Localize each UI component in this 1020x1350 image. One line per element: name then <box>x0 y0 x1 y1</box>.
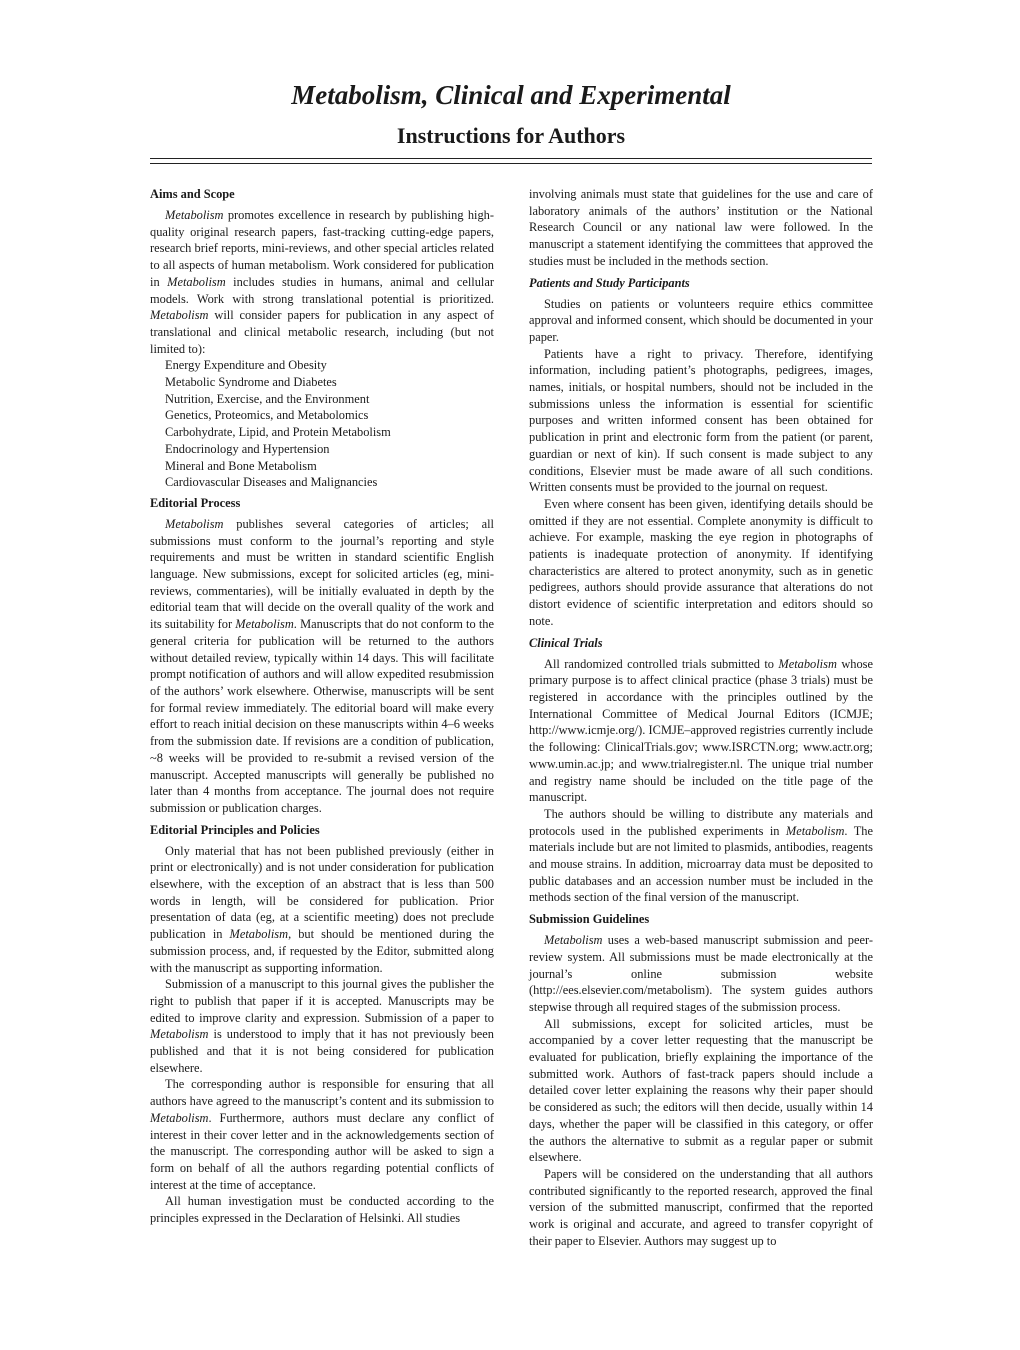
principles-paragraph-4-continued: involving animals must state that guidelines for the use and care of laboratory animals of the authors’ institution or the National Research Council or any national law were followed. In the manuscript a statement identifying the committees that approved the studies must be included in the methods section. <box>529 187 873 268</box>
submission-paragraph-1: Metabolism uses a web-based manuscript submission and peer-review system. All submissions must be made electronically at the journal’s online submission website (http://ees.elsevier.com/metabolism). The system guides authors stepwise through all required stages of the submission process. <box>529 933 873 1014</box>
list-item: Genetics, Proteomics, and Metabolomics <box>165 408 369 423</box>
submission-paragraph-3: Papers will be considered on the understanding that all authors contributed significantly to the reported research, approved the final version of the submitted manuscript, confirmed that the reported work is original and accurate, and agreed to transfer copyright of their paper to Elsevier. Authors may suggest up to <box>529 1166 873 1248</box>
patients-paragraph-1: Studies on patients or volunteers require ethics committee approval and informed consent, which should be documented in your paper. <box>529 296 873 344</box>
topics-list <box>150 357 494 491</box>
journal-title: Metabolism, Clinical and Experimental <box>291 80 731 110</box>
left-column <box>150 186 494 1227</box>
patients-paragraph-3: Even where consent has been given, identifying details should be omitted if they are not essential. Complete anonymity is difficult to achieve. For example, masking the eye region in photographs of patients is inadequate protection of anonymity. If identifying characteristics are altered to protect anonymity, such as in genetic pedigrees, authors should provide assurance that alterations do not distort evidence of scientific interpretation and editors should so note. <box>529 496 873 628</box>
trials-paragraph-1: All randomized controlled trials submitted to Metabolism whose primary purpose is to affect clinical practice (phase 3 trials) must be registered in accordance with the principles outlined by the International Committee of Medical Journal Editors (ICMJE; http://www.icmje.org/). ICMJE–approved registries currently include the following: ClinicalTrials.gov; www.ISRCTN.org; www.actr.org; www.umin.ac.jp; and www.trialregister.nl. The unique trial number and registry name should be included on the title page of the manuscript. <box>529 656 873 805</box>
title-rule-top <box>150 158 872 159</box>
principles-paragraph-1: Only material that has not been published previously (either in print or electronically) and is not under consideration for publication elsewhere, with the exception of an abstract that is less than 500 words in length, will be considered for publication. Prior presentation of data (eg, at a scientific meeting) does not preclude publication in Metabolism, but should be mentioned during the submission process, and, if requested by the Editor, submitted along with the manuscript as supporting information. <box>150 843 494 975</box>
right-column <box>529 186 873 1249</box>
section-heading-principles: Editorial Principles and Policies <box>150 822 320 837</box>
list-item: Cardiovascular Diseases and Malignancies <box>165 475 378 490</box>
section-heading-submission: Submission Guidelines <box>529 912 650 927</box>
list-item: Energy Expenditure and Obesity <box>165 358 327 373</box>
principles-paragraph-3: The corresponding author is responsible for ensuring that all authors have agreed to the manuscript’s content and its submission to Metabolism. Furthermore, authors must declare any conflict of interest in their cover letter and in the acknowledgements section of the manuscript. The corresponding author will be asked to sign a form on behalf of all the authors regarding potential conflicts of interest at the time of acceptance. <box>150 1077 494 1192</box>
section-heading-trials: Clinical Trials <box>529 635 603 650</box>
list-item: Metabolic Syndrome and Diabetes <box>165 375 337 390</box>
list-item: Nutrition, Exercise, and the Environment <box>165 391 370 406</box>
section-heading-patients: Patients and Study Participants <box>529 275 690 290</box>
principles-paragraph-4: All human investigation must be conducted according to the principles expressed in the Declaration of Helsinki. All studies <box>150 1194 494 1226</box>
patients-paragraph-2: Patients have a right to privacy. Therefore, identifying information, including patient’s photographs, pedigrees, images, names, initials, or hospital numbers, should not be included in the submissions unless the information is essential for scientific purposes and written informed consent has been obtained for publication in print and electronic form from the patient (or parent, guardian or next of kin). If such consent is made subject to any conditions, Elsevier must be made aware of all such conditions. Written consents must be provided to the journal on request. <box>529 346 873 495</box>
list-item: Mineral and Bone Metabolism <box>165 458 317 473</box>
principles-paragraph-2: Submission of a manuscript to this journal gives the publisher the right to publish that paper if it is accepted. Manuscripts may be edited to improve clarity and expression. Submission of a paper to Metabolism is understood to imply that it has not previously been published and that it is not being considered for publication elsewhere. <box>150 977 494 1075</box>
editorial-process-paragraph: Metabolism publishes several categories of articles; all submissions must conform to the journal’s reporting and style requirements and must be written in standard scientific English language. New submissions, except for solicited articles (eg, mini-reviews, commentaries), will be initially evaluated in depth by the editorial team that will decide on the overall quality of the work and its suitability for Metabolism. Manuscripts that do not conform to the general criteria for publication will be returned to the authors without detailed review, typically within 14 days. This will facilitate prompt notification of authors and will allow expedited resubmission of the authors’ work elsewhere. Otherwise, manuscripts will be sent for formal review immediately. The editorial board will make every effort to reach initial decision on these manuscripts within 4–6 weeks from the submission date. If revisions are a condition of publication, ~8 weeks will be provided to re-submit a revised version of the manuscript. Accepted manuscripts will generally be published no later than 4 months from acceptance. The journal does not require submission or publication charges. <box>150 516 495 815</box>
trials-paragraph-2: The authors should be willing to distribute any materials and protocols used in the published experiments in Metabolism. The materials include but are not limited to plasmids, antibodies, reagents and mouse strains. In addition, microarray data must be deposited to public databases and an accession number must be included in the methods section of the final version of the manuscript. <box>529 806 873 905</box>
document-title: Instructions for Authors <box>396 123 626 148</box>
aims-paragraph: Metabolism promotes excellence in research by publishing high-quality original research papers, fast-tracking cutting-edge papers, research brief reports, mini-reviews, and other special articles related to all aspects of human metabolism. Work considered for publication in Metabolism includes studies in humans, animal and cellular models. Work with strong translational potential is prioritized. Metabolism will consider papers for publication in any aspect of translational and clinical metabolic research, including (but not limited to): <box>150 208 494 356</box>
title-rule-bottom <box>150 163 872 164</box>
submission-paragraph-2: All submissions, except for solicited articles, must be accompanied by a cover letter requesting that the manuscript be evaluated for publication, briefly explaining the importance of the submitted work. Authors of fast-track papers should include a detailed cover letter explaining the reasons why their paper should be considered as such; the editors will then decide, usually within 14 days, whether the paper will be classified in this category, or offer the authors the alternative to submit as a regular paper or submit elsewhere. <box>529 1016 873 1165</box>
list-item: Endocrinology and Hypertension <box>165 441 330 456</box>
section-heading-editorial-process: Editorial Process <box>150 495 241 510</box>
section-heading-aims: Aims and Scope <box>150 187 235 201</box>
list-item: Carbohydrate, Lipid, and Protein Metabolism <box>165 425 391 440</box>
